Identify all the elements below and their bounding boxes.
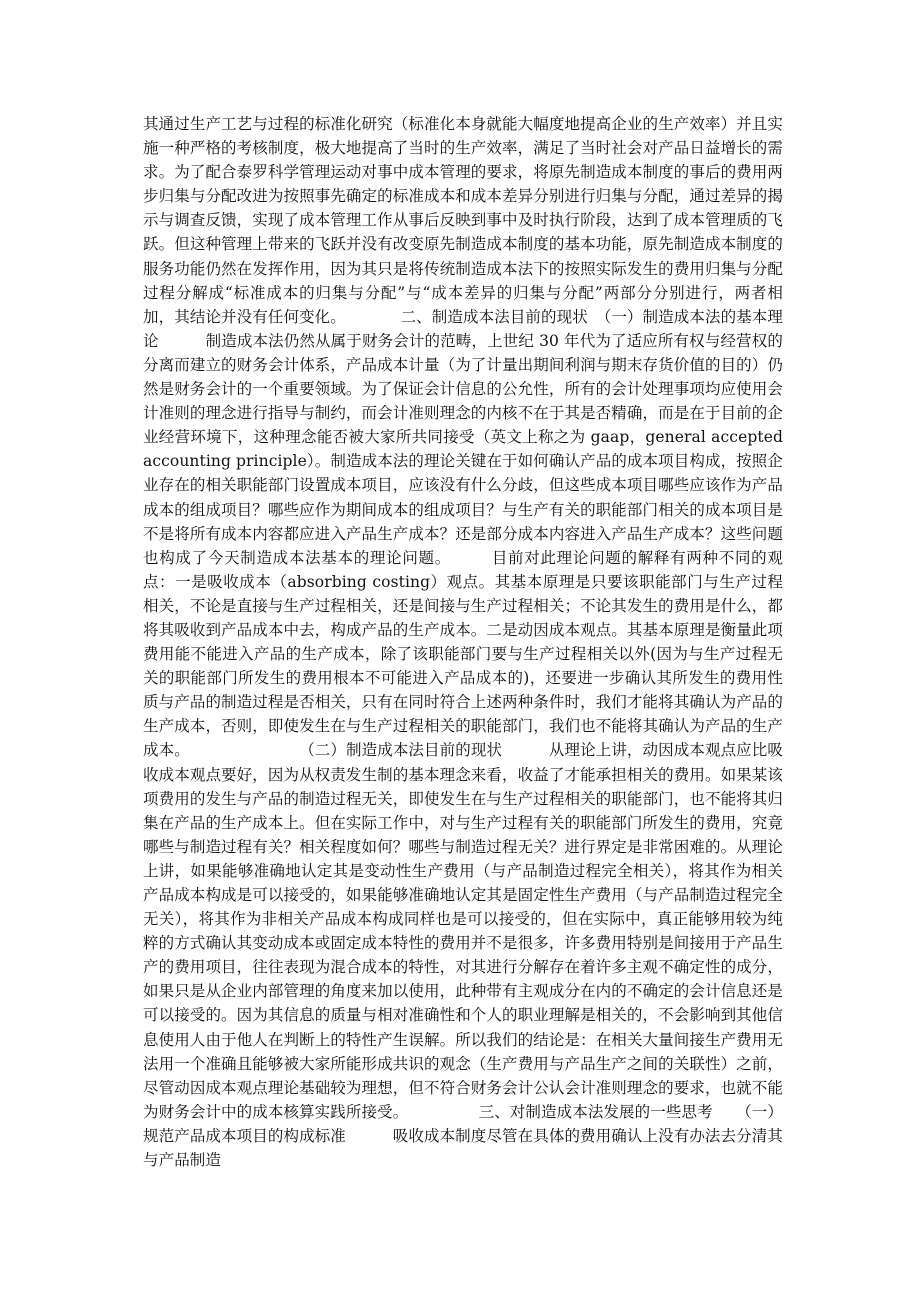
- paragraph-current-status: 从理论上讲，动因成本观点应比吸收成本观点要好，因为从权责发生制的基本理念来看，收益了才能承担相关的费用。如果某该项费用的发生与产品的制造过程无关，即使发生在与生产过程相关的职能部门，也不能将其归集在产品的生产成本上。但在实际工作中，对与生产过程有关的职能部门所发生的费用，究竟哪些与制造过程有关？相关程度如何？哪些与制造过程无关？进行界定是非常困难的。从理论上讲，如果能够准确地认定其是变动性生产费用（与产品制造过程完全相关），将其作为相关产品成本构成是可以接受的，如果能够准确地认定其是固定性生产费用（与产品制造过程完全无关），将其作为非相关产品成本构成同样也是可以接受的，但在实际中，真正能够用较为纯粹的方式确认其变动成本或固定成本特性的费用并不是很多，许多费用特别是间接用于产品生产的费用项目，往往表现为混合成本的特性，对其进行分解存在着许多主观不确定性的成分，如果只是从企业内部管理的角度来加以使用，此种带有主观成分在内的不确定的会计信息还是可以接受的。因为其信息的质量与相对准确性和个人的职业理解是相关的，不会影响到其他信息使用人由于他人在判断上的特性产生误解。所以我们的结论是：在相关大量间接生产费用无法用一个准确且能够被大家所能形成共识的观念（生产费用与产品生产之间的关联性）之前，尽管动因成本观点理论基础较为理想，但不符合财务会计公认会计准则理念的要求，也就不能为财务会计中的成本核算实践所接受。: [143, 741, 783, 1121]
- spacer: [346, 1127, 393, 1145]
- spacer: [443, 549, 492, 567]
- paragraph-standard-cost: 其通过生产工艺与过程的标准化研究（标准化本身就能大幅度地提高企业的生产效率）并且实施一种严格的考核制度，极大地提高了当时的生产效率，满足了当时社会对产品日益增长的需求。为了配合泰罗科学管理运动对事中成本管理的要求，将原先制造成本制度的事后的费用两步归集与分配改进为按照事先确定的标准成本和成本差异分别进行归集与分配，通过差异的揭示与调查反馈，实现了成本管理工作从事后反映到事中及时执行阶段，达到了成本管理质的飞跃。但这种管理上带来的飞跃并没有改变原先制造成本制度的基本功能，原先制造成本制度的服务功能仍然在发挥作用，因为其只是将传统制造成本法下的按照实际发生的费用归集与分配过程分解成“标准成本的归集与分配”与“成本差异的归集与分配”两部分分别进行，两者相加，其结论并没有任何变化。: [143, 115, 783, 326]
- spacer: [182, 741, 307, 759]
- paragraph-two-views: 目前对此理论问题的解释有两种不同的观点：一是吸收成本（absorbing costing）观点。其基本原理是只要该职能部门与生产过程相关，不论是直接与生产过程相关，还是间接与生产过程相关；不论其发生的费用是什么，都将其吸收到产品成本中去，构成产品的生产成本。二是动因成本观点。其基本原理是衡量此项费用能不能进入产品的生产成本，除了该职能部门要与生产过程相关以外(因为与生产过程无关的职能部门所发生的费用根本不可能进入产品成本的)，还要进一步确认其所发生的费用性质与产品的制造过程是否相关，只有在同时符合上述两种条件时，我们才能将其确认为产品的生产成本，否则，即使发生在与生产过程相关的职能部门，我们也不能将其确认为产品的生产成本。: [143, 548, 783, 760]
- spacer: [713, 1103, 744, 1121]
- spacer: [588, 308, 604, 326]
- subsection-heading-2-2: （二）制造成本法目前的现状: [306, 741, 503, 760]
- section-heading-3: 三、对制造成本法发展的一些思考: [478, 1102, 713, 1121]
- paragraph-basic-theory: 制造成本法仍然从属于财务会计的范畴，上世纪 30 年代为了适应所有权与经营权的分离而建立的财务会计体系，产品成本计量（为了计量出期间利润与期末存货价值的目的）仍然是财务会计的一个重要领域。为了保证会计信息的公允性，所有的会计处理事项均应使用会计准则的理念进行指导与制约，而会计准则理念的内核不在于其是否精确，而是在于目前的企业经营环境下，这种理念能否被大家所共同接受（英文上称之为 gaap，general accepted accounting principle）。制造成本法的理论关键在于如何确认产品的成本项目构成，按照企业存在的相关职能部门设置成本项目，应该没有什么分歧，但这些成本项目哪些应该作为产品成本的组成项目？哪些应作为期间成本的组成项目？与生产有关的职能部门相关的成本项目是不是将所有成本内容都应进入产品生产成本？还是部分成本内容进入产品生产成本？这些问题也构成了今天制造成本法基本的理论问题。: [143, 331, 789, 567]
- spacer: [159, 332, 206, 350]
- spacer: [401, 1103, 479, 1121]
- body-text: [143, 112, 789, 1172]
- spacer: [502, 741, 549, 759]
- section-heading-2: 二、制造成本法目前的现状: [400, 307, 588, 326]
- spacer: [338, 308, 400, 326]
- subsection-heading-3-1: （一）规范产品成本项目的构成标准: [143, 1102, 783, 1145]
- paragraph-absorption-costing: 吸收成本制度尽管在具体的费用确认上没有办法去分清其与产品制造: [143, 1126, 783, 1170]
- subsection-heading-2-1: （一）制造成本法的基本理论: [143, 307, 783, 350]
